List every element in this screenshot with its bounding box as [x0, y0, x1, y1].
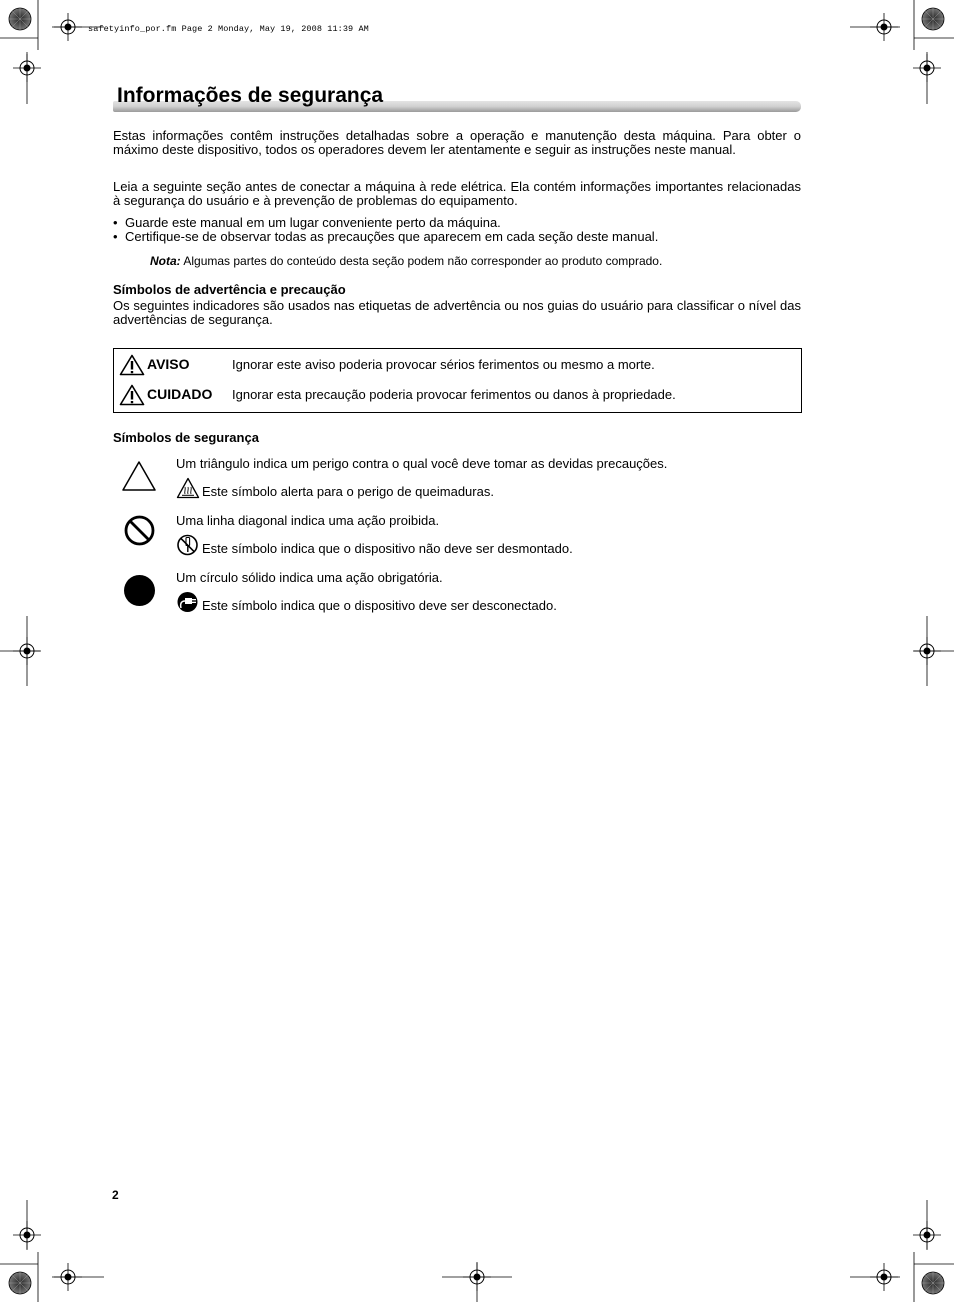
- page-number: 2: [112, 1188, 119, 1202]
- note-text: Algumas partes do conteúdo desta seção podem não corresponder ao produto comprado.: [183, 254, 663, 268]
- no-disassembly-text: Este símbolo indica que o dispositivo não deve ser desmontado.: [202, 541, 573, 556]
- warning-section-intro: Os seguintes indicadores são usados nas etiquetas de advertência ou nos guias do usuário para classificar o nível das advertências de segurança.: [113, 298, 801, 328]
- intro-paragraph: Estas informações contêm instruções detalhadas sobre a operação e manutenção desta máquina. Para obter o máximo deste dispositivo, todos os operadores devem ler atentamente e seguir as instruções neste manual.: [113, 128, 801, 158]
- triangle-description: Um triângulo indica um perigo contra o qual você deve tomar as devidas precauções.: [176, 456, 668, 471]
- bullet-marker: •: [113, 215, 118, 230]
- warning-section-heading: Símbolos de advertência e precaução: [113, 282, 346, 297]
- warning-label: AVISO: [147, 356, 190, 372]
- warning-text: Ignorar este aviso poderia provocar sérios ferimentos ou mesmo a morte.: [232, 357, 655, 372]
- solid-circle-description: Um círculo sólido indica uma ação obrigatória.: [176, 570, 443, 585]
- bullet-marker: •: [113, 229, 118, 245]
- safety-section-heading: Símbolos de segurança: [113, 430, 259, 445]
- note-label: Nota:: [150, 254, 181, 268]
- page-title: Informações de segurança: [117, 84, 384, 107]
- file-header: safetyinfo_por.fm Page 2 Monday, May 19, 2008 11:39 AM: [88, 24, 369, 34]
- power-paragraph: Leia a seguinte seção antes de conectar a máquina à rede elétrica. Ela contém informações importantes relacionadas à segurança do usuário e à prevenção de problemas do equipamento.: [113, 179, 801, 209]
- hot-surface-text: Este símbolo alerta para o perigo de queimaduras.: [202, 484, 494, 499]
- list-item-text: Certifique-se de observar todas as precauções que aparecem em cada seção deste manual.: [125, 229, 659, 245]
- unplug-text: Este símbolo indica que o dispositivo deve ser desconectado.: [202, 598, 557, 613]
- caution-text: Ignorar esta precaução poderia provocar ferimentos ou danos à propriedade.: [232, 387, 676, 402]
- caution-label: CUIDADO: [147, 386, 213, 402]
- prohibition-description: Uma linha diagonal indica uma ação proibida.: [176, 513, 440, 528]
- list-item-text: Guarde este manual em um lugar conveniente perto da máquina.: [125, 215, 501, 230]
